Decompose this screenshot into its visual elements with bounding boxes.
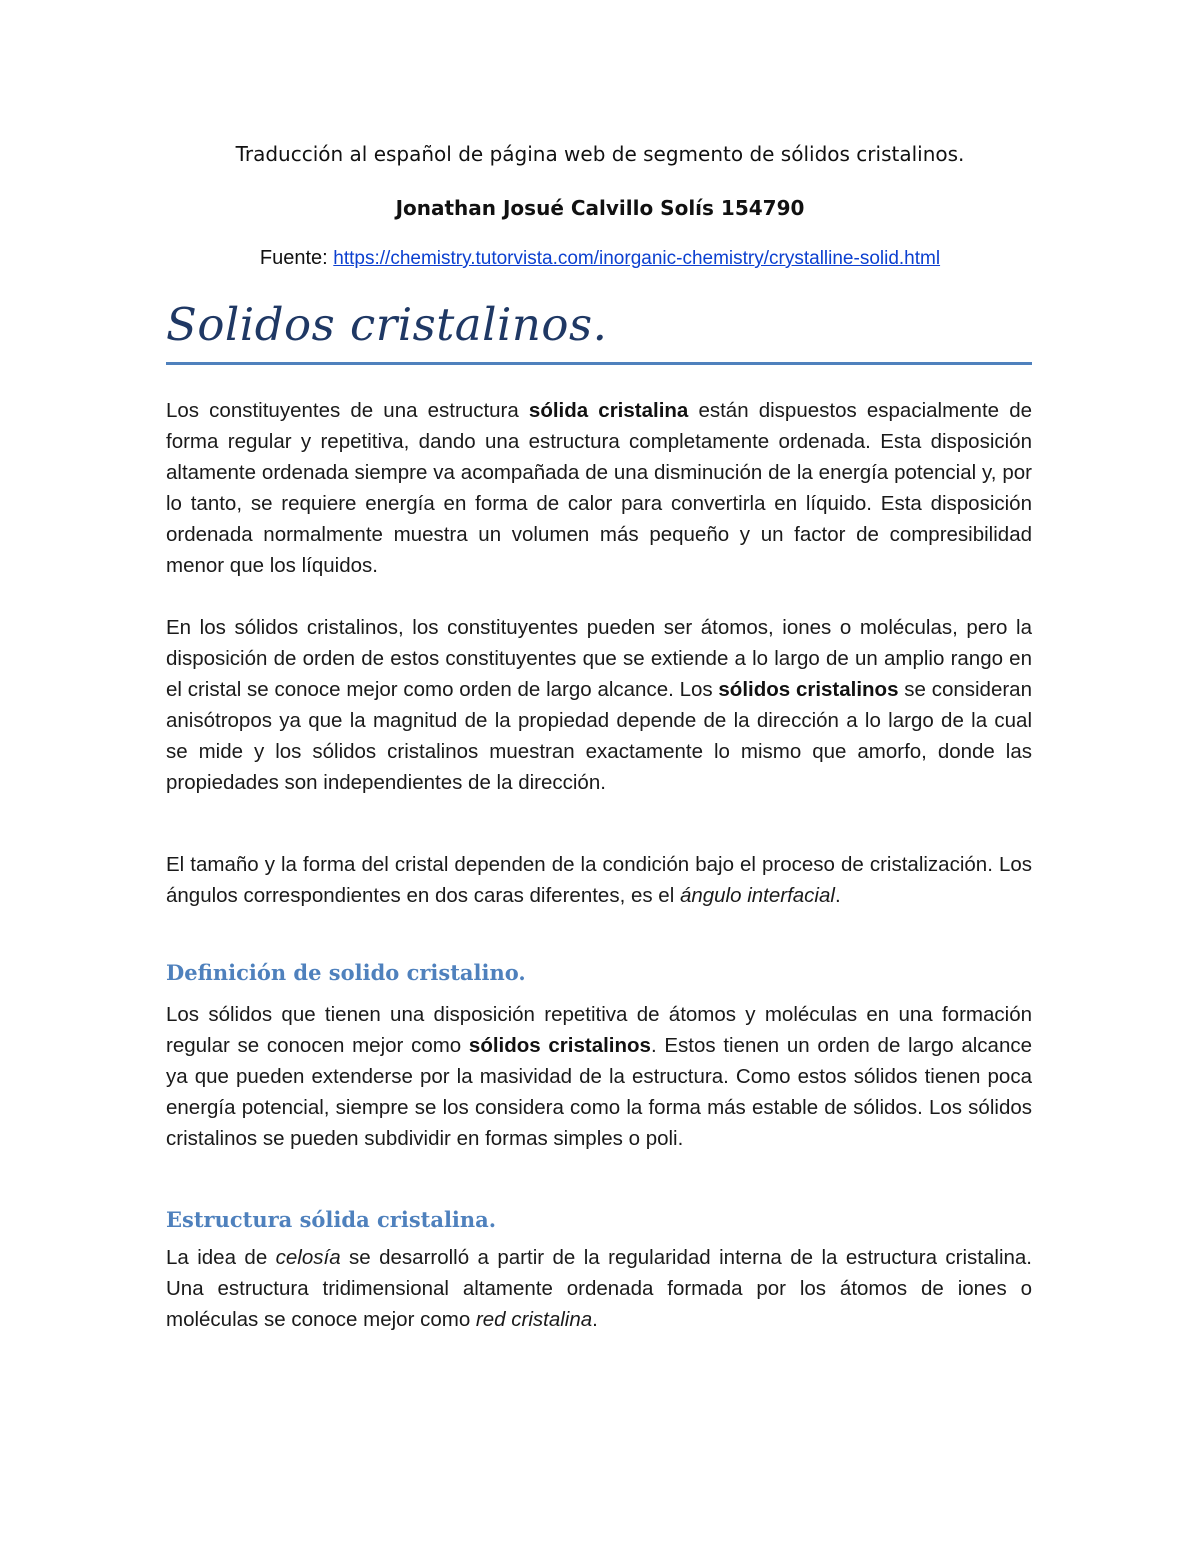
p1-text-c: están dispuestos espacialmente de forma regular y repetitiva, dando una estructura completamente ordenada. Esta disposición altamente ordenada siempre va acompañada de una disminución de la energía potencial y, por lo tanto, se requiere energía en forma de calor para convertirla en líquido. Esta disposición ordenada normalmente muestra un volumen más pequeño y un factor de compresibilidad menor que los líquidos. bbox=[166, 399, 1032, 577]
document-author: Jonathan Josué Calvillo Solís 154790 bbox=[395, 196, 805, 220]
paragraph-structure bbox=[166, 1242, 1032, 1335]
p2-text-c: se consideran anisótropos ya que la magnitud de la propiedad depende de la dirección a lo largo de la cual se mide y los sólidos cristalinos muestran exactamente lo mismo que amorfo, donde las propiedades son independientes de la dirección. bbox=[166, 678, 1032, 794]
p1-text-a: Los constituyentes de una estructura bbox=[166, 399, 529, 422]
source-label: Fuente: bbox=[259, 247, 328, 269]
paragraph-1 bbox=[166, 395, 1032, 581]
s1-text-c: . Estos tienen un orden de largo alcance ya que pueden extenderse por la masividad de la estructura. Como estos sólidos tienen poca energía potencial, siempre se los considera como la forma más estable de sólidos. Los sólidos cristalinos se pueden subdividir en formas simples o poli. bbox=[166, 1034, 1033, 1150]
s2-text-c: se desarrolló a partir de la regularidad interna de la estructura cristalina. Una estructura tridimensional altamente ordenada formada por los átomos de iones o moléculas se conoce mejor como bbox=[166, 1246, 1032, 1331]
s1-text-a: Los sólidos que tienen una disposición repetitiva de átomos y moléculas en una formación regular se conocen mejor como bbox=[166, 1003, 1032, 1057]
s1-bold: sólidos cristalinos bbox=[468, 1034, 651, 1057]
main-title: Solidos cristalinos. bbox=[166, 298, 608, 351]
p3-text-a: El tamaño y la forma del cristal dependen de la condición bajo el proceso de cristalización. Los ángulos correspondientes en dos caras diferentes, es el bbox=[166, 853, 1032, 907]
paragraph-2 bbox=[166, 612, 1032, 798]
p3-italic: ángulo interfacial bbox=[679, 884, 835, 907]
section-heading-structure: Estructura sólida cristalina. bbox=[166, 1207, 497, 1232]
section-heading-definition: Definición de solido cristalino. bbox=[166, 960, 526, 985]
s2-text-a: La idea de bbox=[166, 1246, 276, 1269]
s2-italic-red: red cristalina bbox=[475, 1308, 593, 1331]
document-header-title: Traducción al español de página web de segmento de sólidos cristalinos. bbox=[235, 142, 965, 166]
title-underline-rule bbox=[166, 362, 1032, 365]
s2-text-e: . bbox=[592, 1308, 598, 1331]
source-line bbox=[0, 247, 1200, 270]
paragraph-definition bbox=[166, 999, 1032, 1154]
s2-italic-celosia: celosía bbox=[275, 1246, 341, 1269]
p2-text-a: En los sólidos cristalinos, los constituyentes pueden ser átomos, iones o moléculas, pero la disposición de orden de estos constituyentes que se extiende a lo largo de un amplio rango en el cristal se conoce mejor como orden de largo alcance. Los bbox=[166, 616, 1032, 701]
source-link[interactable]: https://chemistry.tutorvista.com/inorganic-chemistry/crystalline-solid.html bbox=[333, 248, 941, 269]
p1-bold: sólida cristalina bbox=[528, 399, 689, 422]
paragraph-3 bbox=[166, 849, 1032, 911]
p3-text-c: . bbox=[834, 884, 841, 907]
p2-bold: sólidos cristalinos bbox=[718, 678, 899, 701]
